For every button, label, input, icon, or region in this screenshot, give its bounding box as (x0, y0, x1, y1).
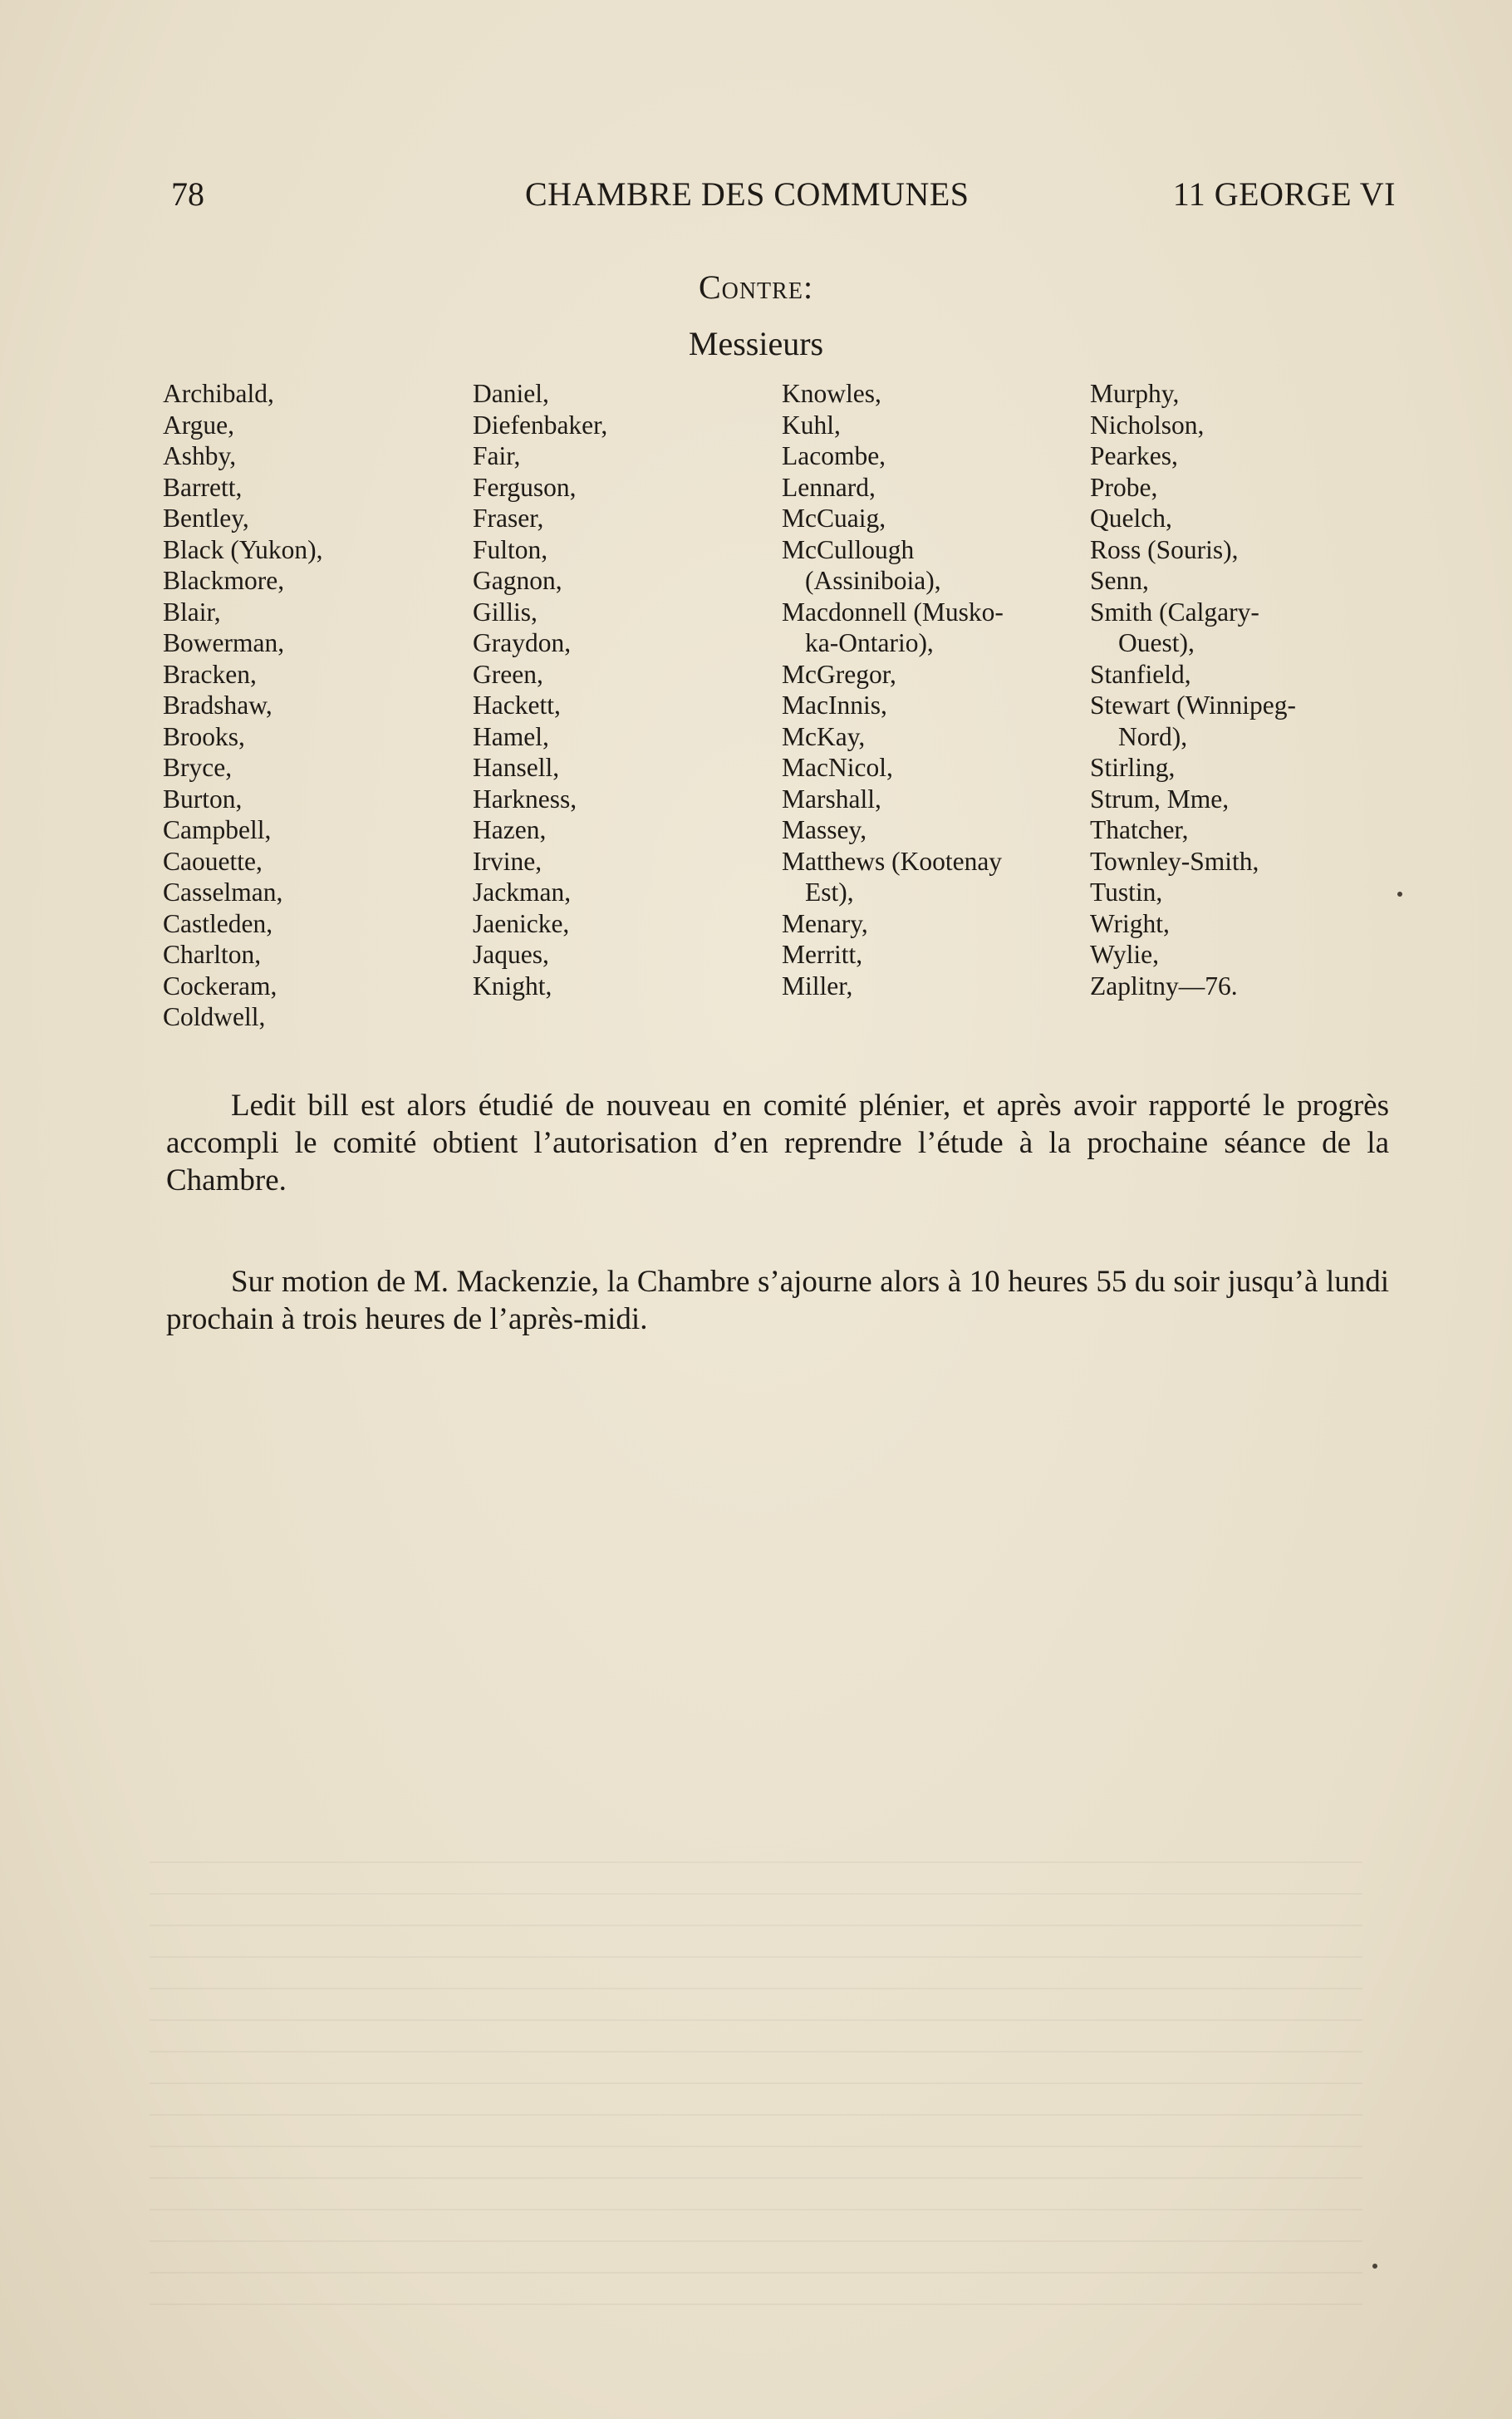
member-name: Murphy, (1090, 379, 1180, 408)
member-name: Barrett, (163, 472, 243, 502)
member-name: Lennard, (782, 472, 876, 502)
member-name: McKay, (782, 721, 866, 751)
member-name: Blair, (163, 597, 221, 627)
member-name: Caouette, (163, 846, 263, 876)
member-name: Castleden, (163, 908, 273, 938)
committee-paragraph: Ledit bill est alors étudié de nouveau en comité plénier, et après avoir rapporté le progrès accompli le comité obtient l’autorisation d’en reprendre l’étude à la prochaine séance de la Chambre. (166, 1089, 1389, 1197)
member-name: Stanfield, (1090, 659, 1191, 689)
member-name: Stirling, (1090, 753, 1176, 782)
member-name: Jaques, (473, 940, 549, 969)
member-name: Wylie, (1090, 940, 1159, 969)
member-name: Jaenicke, (473, 908, 570, 938)
member-name: Diefenbaker, (473, 410, 608, 440)
member-name: Daniel, (473, 379, 549, 408)
member-name: Irvine, (473, 846, 542, 876)
member-name: Zaplitny—76. (1090, 971, 1238, 1001)
member-name: Charlton, (163, 940, 262, 969)
member-name: Cockeram, (163, 971, 277, 1001)
page-header (166, 175, 1396, 224)
member-name: Merritt, (782, 940, 863, 969)
member-name: Senn, (1090, 566, 1149, 595)
member-name-continuation: ka-Ontario), (805, 628, 934, 657)
member-name: Hazen, (473, 815, 547, 844)
member-name: Casselman, (163, 878, 283, 907)
member-name: Bryce, (163, 753, 233, 782)
member-name: Pearkes, (1090, 441, 1178, 470)
member-name: Knight, (473, 971, 552, 1001)
running-title: CHAMBRE DES COMMUNES (525, 175, 970, 213)
member-name: McCullough (782, 534, 915, 564)
print-speck (1397, 892, 1402, 897)
member-name: McCuaig, (782, 504, 886, 533)
member-name: Massey, (782, 815, 867, 844)
member-name: Fulton, (473, 534, 548, 564)
vote-subheading: Messieurs (688, 325, 824, 362)
member-name: Harkness, (473, 784, 577, 814)
member-name: Quelch, (1090, 504, 1172, 533)
member-name: Green, (473, 659, 543, 689)
member-name: Wright, (1090, 908, 1170, 938)
member-name-continuation: Ouest), (1118, 628, 1195, 657)
adjournment-paragraph: Sur motion de M. Mackenzie, la Chambre s’ajourne alors à 10 heures 55 du soir jusqu’à lundi prochain à trois heures de l’après-midi. (166, 1265, 1389, 1336)
member-name: Burton, (163, 784, 243, 814)
member-name: Stewart (Winnipeg- (1090, 691, 1297, 720)
member-name: Fair, (473, 441, 521, 470)
member-name: Bowerman, (163, 628, 285, 657)
member-name: Brooks, (163, 721, 245, 751)
print-speck (1372, 2264, 1377, 2269)
member-name-continuation: Nord), (1118, 721, 1188, 751)
member-name: Argue, (163, 410, 235, 440)
member-name: Thatcher, (1090, 815, 1189, 844)
member-name: Townley-Smith, (1090, 846, 1259, 876)
member-name: Kuhl, (782, 410, 841, 440)
member-name: Macdonnell (Musko- (782, 597, 1004, 627)
member-name: Graydon, (473, 628, 572, 657)
member-name: Blackmore, (163, 566, 285, 595)
bleed-through-texture (150, 1861, 1362, 2327)
member-name: Hamel, (473, 721, 549, 751)
member-name: McGregor, (782, 659, 896, 689)
vote-heading: Contre: (698, 268, 814, 306)
member-name: Black (Yukon), (163, 534, 323, 564)
member-name: Matthews (Kootenay (782, 846, 1003, 876)
member-name: Lacombe, (782, 441, 886, 470)
member-name: Ashby, (163, 441, 237, 470)
member-name: Fraser, (473, 504, 544, 533)
member-name: Bracken, (163, 659, 257, 689)
member-name: Bradshaw, (163, 691, 272, 720)
member-names-list (163, 378, 1409, 1043)
member-name: Nicholson, (1090, 410, 1205, 440)
member-name: Probe, (1090, 472, 1158, 502)
member-name: Hackett, (473, 691, 561, 720)
member-name: MacNicol, (782, 753, 893, 782)
member-name: Smith (Calgary- (1090, 597, 1259, 627)
member-name-continuation: Est), (805, 878, 854, 907)
member-name: Campbell, (163, 815, 272, 844)
member-name: Menary, (782, 908, 868, 938)
member-name: Gillis, (473, 597, 538, 627)
names-column-1 (163, 378, 479, 1033)
member-name: Coldwell, (163, 1002, 266, 1031)
member-name: MacInnis, (782, 691, 887, 720)
member-name: Miller, (782, 971, 853, 1001)
member-name: Knowles, (782, 379, 881, 408)
member-name: Marshall, (782, 784, 881, 814)
running-regnal-year: 11 GEORGE VI (1172, 175, 1396, 213)
member-name: Strum, Mme, (1090, 784, 1230, 814)
member-name-continuation: (Assiniboia), (805, 566, 941, 595)
page-number: 78 (171, 175, 204, 213)
member-name: Tustin, (1090, 878, 1163, 907)
names-column-2 (473, 378, 788, 1001)
member-name: Ferguson, (473, 472, 577, 502)
member-name: Gagnon, (473, 566, 562, 595)
member-name: Ross (Souris), (1090, 534, 1239, 564)
member-name: Jackman, (473, 878, 572, 907)
member-name: Bentley, (163, 504, 249, 533)
member-name: Archibald, (163, 379, 274, 408)
names-column-4 (1090, 378, 1406, 1001)
names-column-3 (782, 378, 1097, 1001)
member-name: Hansell, (473, 753, 560, 782)
